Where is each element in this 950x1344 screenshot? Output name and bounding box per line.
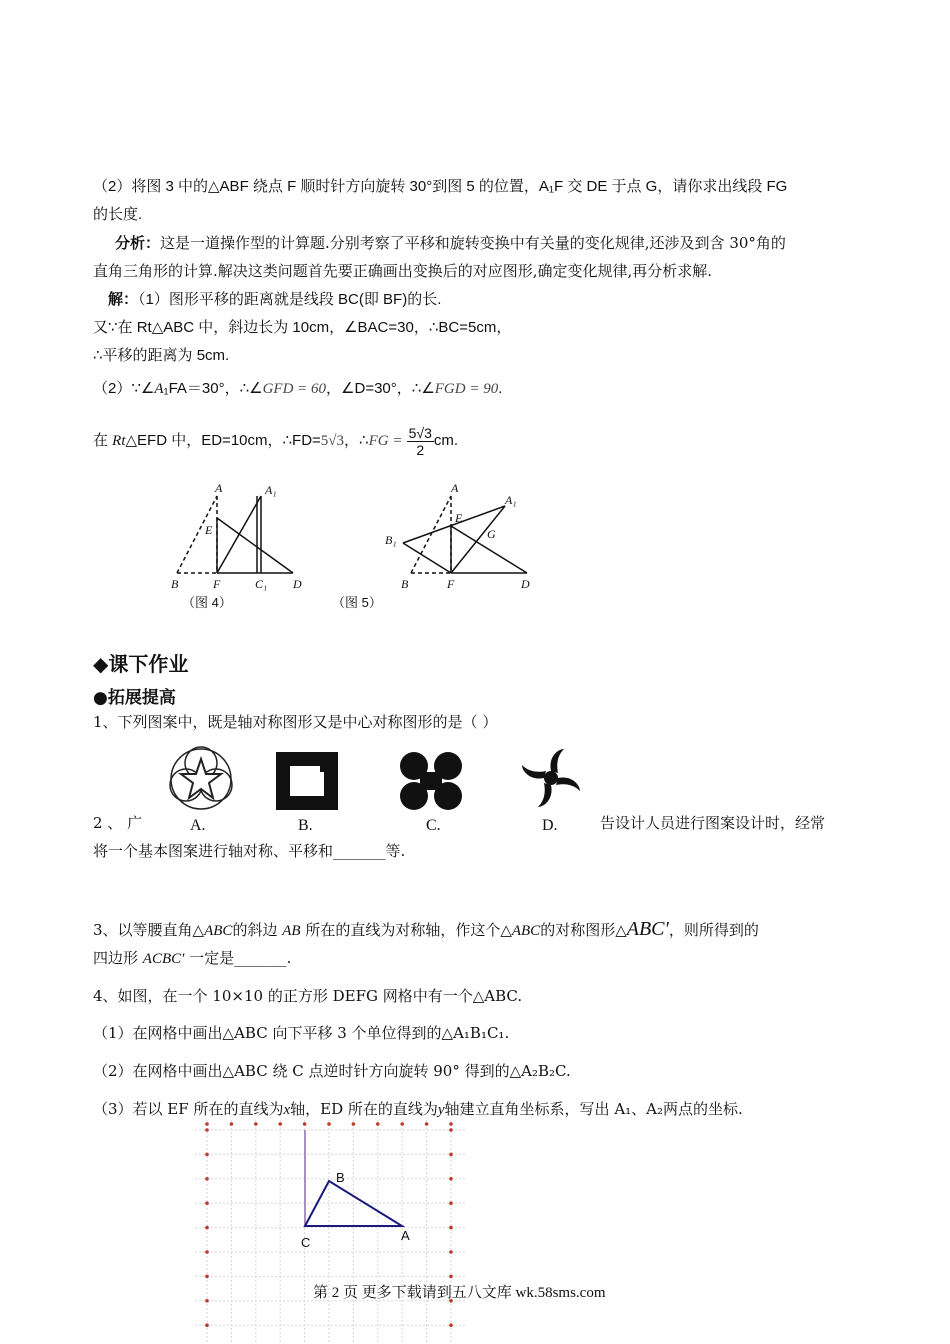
option-b-label: B. — [298, 817, 313, 834]
option-c-label: C. — [426, 817, 441, 834]
fig5-caption: （图 5） — [332, 595, 382, 610]
fig4-label-D: D — [293, 577, 302, 591]
s5b: Rt — [112, 433, 126, 449]
q3k: ACBC′ — [142, 951, 185, 967]
question-3-line1 — [93, 918, 759, 942]
grid-dot — [205, 1177, 209, 1181]
s5c: △EFD 中，ED=10cm，∴FD= — [125, 432, 321, 449]
q3h: ABC′ — [626, 918, 669, 940]
q4-3d: y — [437, 1102, 445, 1118]
question-1: 1、下列图案中，既是轴对称图形又是中心对称图形的是（ ） — [93, 713, 498, 731]
solution-step1: （1）图形平移的距离就是线段 BC(即 BF)的长. — [138, 291, 442, 308]
option-d-label: D. — [542, 817, 558, 834]
option-b-image — [276, 752, 338, 810]
figure-5 — [383, 478, 543, 593]
fig4-label-A: A — [215, 481, 223, 495]
grid-dot — [400, 1122, 404, 1126]
fig5-label-A: A — [451, 481, 459, 495]
q4-3b: x — [283, 1102, 291, 1118]
figure-4 — [165, 478, 315, 593]
analysis-text1: 这是一道操作型的计算题.分别考察了平移和旋转变换中有关量的变化规律,还涉及到含 30°角的 — [160, 234, 786, 252]
homework-title: ◆课下作业 — [93, 652, 189, 676]
option-a-image — [167, 745, 235, 813]
grid-figure — [195, 1120, 465, 1344]
grid-dot — [449, 1250, 453, 1254]
s4a: （2）∵∠ — [93, 380, 155, 397]
question-4-part2: （2）在网格中画出△ABC 绕 C 点逆时针方向旋转 90° 得到的△A₂B₂C. — [93, 1062, 571, 1080]
q3e: 所在的直线为对称轴，作这个△ — [300, 921, 512, 939]
page-footer: 第 2 页 更多下载请到五八文库 wk.58sms.com — [313, 1285, 606, 1301]
grid-dot — [230, 1122, 234, 1126]
grid-dot — [449, 1226, 453, 1230]
frac-num: 5√3 — [408, 424, 432, 441]
q4-3e: 轴建立直角坐标系，写出 A₁、A₂两点的坐标. — [444, 1100, 743, 1118]
fig4-label-F: F — [213, 577, 221, 591]
frac-den: 2 — [416, 441, 425, 458]
grid-dot — [376, 1122, 380, 1126]
question-2-line1: （2）将图 3 中的△ABF 绕点 F 顺时针方向旋转 30°到图 5 的位置，A₁F 交 DE 于点 G，请你求出线段 FG — [93, 178, 788, 195]
fig4-caption: （图 4） — [182, 595, 232, 610]
q3c: 的斜边 — [232, 921, 283, 939]
q3b: ABC — [204, 923, 233, 939]
fig4-label-A1: A₁ — [265, 483, 277, 497]
grid-dot — [205, 1122, 209, 1126]
grid-dot — [205, 1201, 209, 1205]
grid-dot — [352, 1122, 356, 1126]
grid-dot — [449, 1275, 453, 1279]
analysis-line2: 直角三角形的计算.解决这类问题首先要正确画出变换后的对应图形,确定变化规律,再分析求解. — [93, 262, 713, 280]
question-2a: 2 、 广 — [93, 814, 143, 832]
fig4-label-E: E — [205, 523, 213, 537]
analysis-label: 分析： — [115, 234, 161, 252]
q4-3a: （3）若以 EF 所在的直线为 — [93, 1100, 284, 1118]
question-4: 4、如图，在一个 10×10 的正方形 DEFG 网格中有一个△ABC. — [93, 987, 523, 1005]
s5g: cm. — [433, 432, 459, 449]
s4f: FGD = 90 — [434, 381, 499, 397]
fig4-label-B: B — [171, 577, 179, 591]
s4g: . — [498, 380, 503, 397]
question-2-line2: 的长度. — [93, 206, 143, 223]
q3f: ABC — [511, 923, 541, 939]
solution-line4 — [93, 378, 502, 400]
s4d: GFD = 60 — [262, 381, 327, 397]
grid-dot — [205, 1323, 209, 1327]
grid-dot — [449, 1128, 453, 1132]
solution-line5 — [93, 424, 458, 458]
grid-dot — [303, 1122, 307, 1126]
grid-label-C: C — [301, 1235, 311, 1250]
grid-dot — [205, 1226, 209, 1230]
analysis-line1 — [115, 232, 786, 254]
grid-dot — [205, 1250, 209, 1254]
fraction-fg — [407, 425, 434, 458]
q4-3c: 轴，ED 所在的直线为 — [290, 1100, 438, 1118]
grid-dot — [449, 1177, 453, 1181]
grid-label-B: B — [336, 1170, 345, 1185]
option-a-label: A. — [190, 817, 206, 834]
question-4-part1: （1）在网格中画出△ABC 向下平移 3 个单位得到的△A₁B₁C₁. — [93, 1024, 510, 1042]
solution-line3: ∴平移的距离为 5cm. — [93, 347, 230, 364]
q3d: AB — [282, 923, 301, 939]
s5d: 5√3 — [320, 433, 345, 449]
question-4-part3 — [93, 1098, 743, 1121]
option-c-image — [398, 750, 464, 812]
grid-dot — [425, 1122, 429, 1126]
q3a: 3、以等腰直角△ — [93, 921, 205, 939]
grid-dot — [205, 1299, 209, 1303]
homework-subtitle: ●拓展提高 — [93, 688, 176, 708]
grid-dot — [205, 1153, 209, 1157]
s4c: ₁FA＝30°，∴∠ — [163, 380, 263, 397]
solution-line2: 又∵在 Rt△ABC 中，斜边长为 10cm，∠BAC=30，∴BC=5cm， — [93, 319, 512, 336]
grid-dot — [327, 1122, 331, 1126]
option-d-image — [518, 745, 584, 811]
fig5-label-E: E — [455, 511, 463, 525]
grid-dot — [449, 1201, 453, 1205]
s5f: FG = — [368, 433, 403, 449]
grid-dot — [278, 1122, 282, 1126]
q3g: 的对称图形△ — [540, 921, 627, 939]
q3j: 四边形 — [93, 949, 143, 967]
fig5-label-D: D — [521, 577, 530, 591]
fig5-label-A1: A₁ — [505, 493, 517, 507]
grid-dot — [254, 1122, 258, 1126]
s5e: ，∴ — [344, 432, 369, 449]
s5a: 在 — [93, 432, 113, 449]
grid-dot — [205, 1128, 209, 1132]
s4e: ，∠D=30°，∴∠ — [326, 380, 435, 397]
fig5-label-F: F — [447, 577, 455, 591]
grid-dot — [449, 1153, 453, 1157]
fig5-label-G: G — [487, 527, 496, 541]
grid-dot — [449, 1323, 453, 1327]
s4b: A — [154, 381, 164, 397]
question-2c: 将一个基本图案进行轴对称、平移和_______等. — [93, 842, 406, 860]
question-3-line2 — [93, 947, 291, 970]
grid-dot — [205, 1275, 209, 1279]
fig4-label-C1: C₁ — [255, 577, 268, 591]
grid-label-A: A — [401, 1228, 410, 1243]
fig5-label-B1: B₁ — [385, 533, 397, 547]
grid-dot — [449, 1122, 453, 1126]
question-2b: 告设计人员进行图案设计时，经常 — [600, 814, 826, 832]
solution-line1 — [108, 289, 441, 311]
fig5-label-B: B — [401, 577, 409, 591]
q3i: ，则所得到的 — [668, 921, 759, 939]
q3l: 一定是_______. — [184, 949, 292, 967]
solution-label: 解： — [108, 291, 139, 308]
